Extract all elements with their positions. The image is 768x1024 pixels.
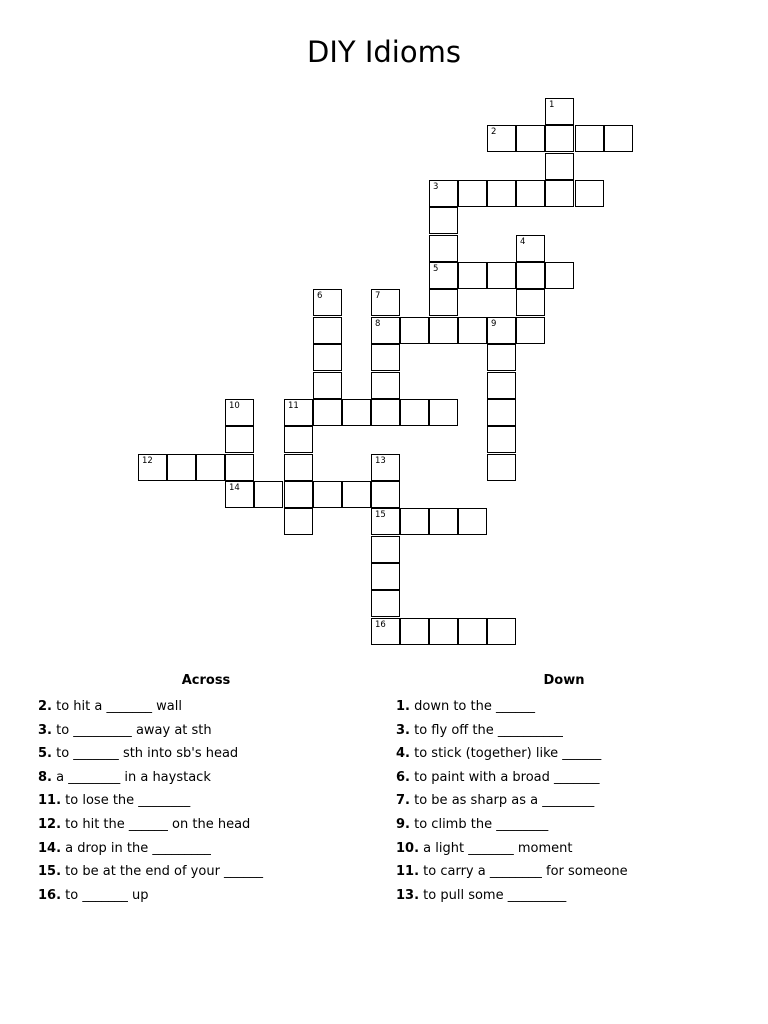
grid-cell[interactable]: [545, 153, 574, 180]
grid-cell[interactable]: [487, 426, 516, 453]
clue-across: [38, 860, 378, 884]
grid-cell[interactable]: [545, 98, 574, 125]
clue-text: to stick (together) like ______: [414, 746, 602, 762]
grid-cell[interactable]: [516, 262, 545, 289]
clue-text: to pull some _________: [423, 887, 567, 903]
clue-down: [396, 884, 736, 908]
clue-number: 3.: [396, 722, 410, 738]
grid-cell[interactable]: [487, 180, 516, 207]
clue-text: to climb the ________: [414, 816, 549, 832]
cell-number: 4: [520, 237, 526, 247]
clue-across: [38, 813, 378, 837]
grid-cell[interactable]: [313, 317, 342, 344]
grid-cell[interactable]: [371, 372, 400, 399]
clue-number: 1.: [396, 699, 410, 714]
grid-cell[interactable]: [429, 180, 458, 207]
clue-text: to be at the end of your ______: [65, 864, 264, 880]
grid-cell[interactable]: [487, 372, 516, 399]
cell-number: 7: [375, 291, 381, 301]
clue-text: to _______ sth into sb's head: [56, 746, 239, 762]
grid-cell[interactable]: [516, 180, 545, 207]
clue-number: 12.: [38, 816, 62, 832]
grid-cell[interactable]: [313, 481, 342, 508]
clue-down: [396, 837, 736, 861]
grid-cell[interactable]: [487, 262, 516, 289]
cell-number: 8: [375, 319, 381, 329]
grid-cell[interactable]: [284, 426, 313, 453]
grid-cell[interactable]: [196, 454, 225, 481]
clue-text: a light _______ moment: [423, 840, 573, 856]
clue-number: 15.: [38, 864, 62, 880]
grid-cell[interactable]: [429, 207, 458, 234]
across-heading: Across: [181, 673, 231, 688]
clue-text: to carry a ________ for someone: [423, 864, 628, 880]
grid-cell[interactable]: [284, 399, 313, 426]
grid-cell[interactable]: [313, 289, 342, 316]
clue-across: [38, 742, 378, 766]
grid-cell[interactable]: [371, 399, 400, 426]
grid-cell[interactable]: [429, 317, 458, 344]
cell-number: 2: [491, 127, 497, 137]
grid-cell[interactable]: [371, 454, 400, 481]
clue-number: 16.: [38, 887, 62, 903]
grid-cell[interactable]: [225, 454, 254, 481]
grid-cell[interactable]: [487, 344, 516, 371]
clue-number: 9.: [396, 816, 410, 832]
grid-cell[interactable]: [516, 125, 545, 152]
clue-text: to paint with a broad _______: [414, 769, 600, 785]
clue-number: 2.: [38, 699, 52, 714]
clue-text: a drop in the _________: [65, 840, 211, 856]
grid-cell[interactable]: [516, 317, 545, 344]
grid-cell[interactable]: [487, 399, 516, 426]
clue-down: [396, 719, 736, 743]
clue-across: [38, 719, 378, 743]
cell-number: 16: [375, 620, 386, 630]
clue-down: [396, 742, 736, 766]
clue-number: 4.: [396, 746, 410, 762]
clue-number: 11.: [396, 864, 420, 880]
across-clues: [38, 672, 378, 907]
page-title: DIY Idioms: [307, 35, 461, 69]
grid-cell[interactable]: [575, 125, 604, 152]
down-clues: [396, 672, 736, 907]
clue-down: [396, 789, 736, 813]
clue-down: [396, 695, 736, 719]
cell-number: 12: [142, 456, 153, 466]
clue-text: to lose the ________: [65, 793, 191, 809]
grid-cell[interactable]: [138, 454, 167, 481]
grid-cell[interactable]: [225, 481, 254, 508]
grid-cell[interactable]: [516, 289, 545, 316]
clue-text: to _______ up: [65, 887, 149, 903]
clue-number: 13.: [396, 887, 420, 903]
grid-cell[interactable]: [313, 372, 342, 399]
grid-cell[interactable]: [458, 508, 487, 535]
cell-number: 11: [288, 401, 299, 411]
clue-down: [396, 766, 736, 790]
grid-cell[interactable]: [313, 399, 342, 426]
clue-number: 7.: [396, 793, 410, 809]
grid-cell[interactable]: [400, 399, 429, 426]
grid-cell[interactable]: [284, 481, 313, 508]
grid-cell[interactable]: [225, 399, 254, 426]
grid-cell[interactable]: [371, 590, 400, 617]
clue-text: a ________ in a haystack: [56, 769, 211, 785]
grid-cell[interactable]: [429, 262, 458, 289]
grid-cell[interactable]: [167, 454, 196, 481]
clue-number: 8.: [38, 769, 52, 785]
clue-number: 14.: [38, 840, 62, 856]
clue-number: 10.: [396, 840, 420, 856]
grid-cell[interactable]: [371, 563, 400, 590]
down-heading: Down: [543, 673, 585, 688]
grid-cell[interactable]: [545, 180, 574, 207]
cell-number: 3: [433, 182, 439, 192]
grid-cell[interactable]: [400, 508, 429, 535]
clue-text: down to the ______: [414, 699, 535, 714]
grid-cell[interactable]: [487, 125, 516, 152]
cell-number: 9: [491, 319, 497, 329]
grid-cell[interactable]: [371, 344, 400, 371]
grid-cell[interactable]: [371, 289, 400, 316]
grid-cell[interactable]: [458, 317, 487, 344]
clue-across: [38, 766, 378, 790]
grid-cell[interactable]: [225, 426, 254, 453]
grid-cell[interactable]: [458, 262, 487, 289]
grid-cell[interactable]: [458, 618, 487, 645]
grid-cell[interactable]: [254, 481, 283, 508]
grid-cell[interactable]: [313, 344, 342, 371]
clue-number: 11.: [38, 793, 62, 809]
grid-cell[interactable]: [545, 262, 574, 289]
grid-cell[interactable]: [429, 618, 458, 645]
grid-cell[interactable]: [429, 399, 458, 426]
clue-down: [396, 860, 736, 884]
grid-cell[interactable]: [516, 235, 545, 262]
grid-cell[interactable]: [371, 536, 400, 563]
grid-cell[interactable]: [429, 289, 458, 316]
grid-cell[interactable]: [400, 317, 429, 344]
grid-cell[interactable]: [487, 317, 516, 344]
clue-text: to hit a _______ wall: [56, 699, 182, 714]
grid-cell[interactable]: [342, 399, 371, 426]
grid-cell[interactable]: [545, 125, 574, 152]
clue-number: 3.: [38, 722, 52, 738]
grid-cell[interactable]: [487, 454, 516, 481]
cell-number: 13: [375, 456, 386, 466]
clue-across: [38, 837, 378, 861]
grid-cell[interactable]: [400, 618, 429, 645]
grid-cell[interactable]: [575, 180, 604, 207]
clue-text: to hit the ______ on the head: [65, 816, 251, 832]
cell-number: 6: [317, 291, 323, 301]
grid-cell[interactable]: [371, 481, 400, 508]
cell-number: 5: [433, 264, 439, 274]
clue-across: [38, 884, 378, 908]
grid-cell[interactable]: [371, 317, 400, 344]
clue-text: to _________ away at sth: [56, 722, 212, 738]
grid-cell[interactable]: [284, 454, 313, 481]
cell-number: 14: [229, 483, 240, 493]
cell-number: 10: [229, 401, 240, 411]
grid-cell[interactable]: [487, 618, 516, 645]
grid-cell[interactable]: [371, 508, 400, 535]
cell-number: 15: [375, 510, 386, 520]
grid-cell[interactable]: [458, 180, 487, 207]
grid-cell[interactable]: [284, 508, 313, 535]
clue-across: [38, 789, 378, 813]
clue-number: 5.: [38, 746, 52, 762]
clue-text: to fly off the __________: [414, 722, 563, 738]
grid-cell[interactable]: [429, 508, 458, 535]
grid-cell[interactable]: [342, 481, 371, 508]
cell-number: 1: [549, 100, 555, 110]
clue-text: to be as sharp as a ________: [414, 793, 595, 809]
grid-cell[interactable]: [371, 618, 400, 645]
clue-across: [38, 695, 378, 719]
grid-cell[interactable]: [429, 235, 458, 262]
clue-number: 6.: [396, 769, 410, 785]
clue-down: [396, 813, 736, 837]
grid-cell[interactable]: [604, 125, 633, 152]
